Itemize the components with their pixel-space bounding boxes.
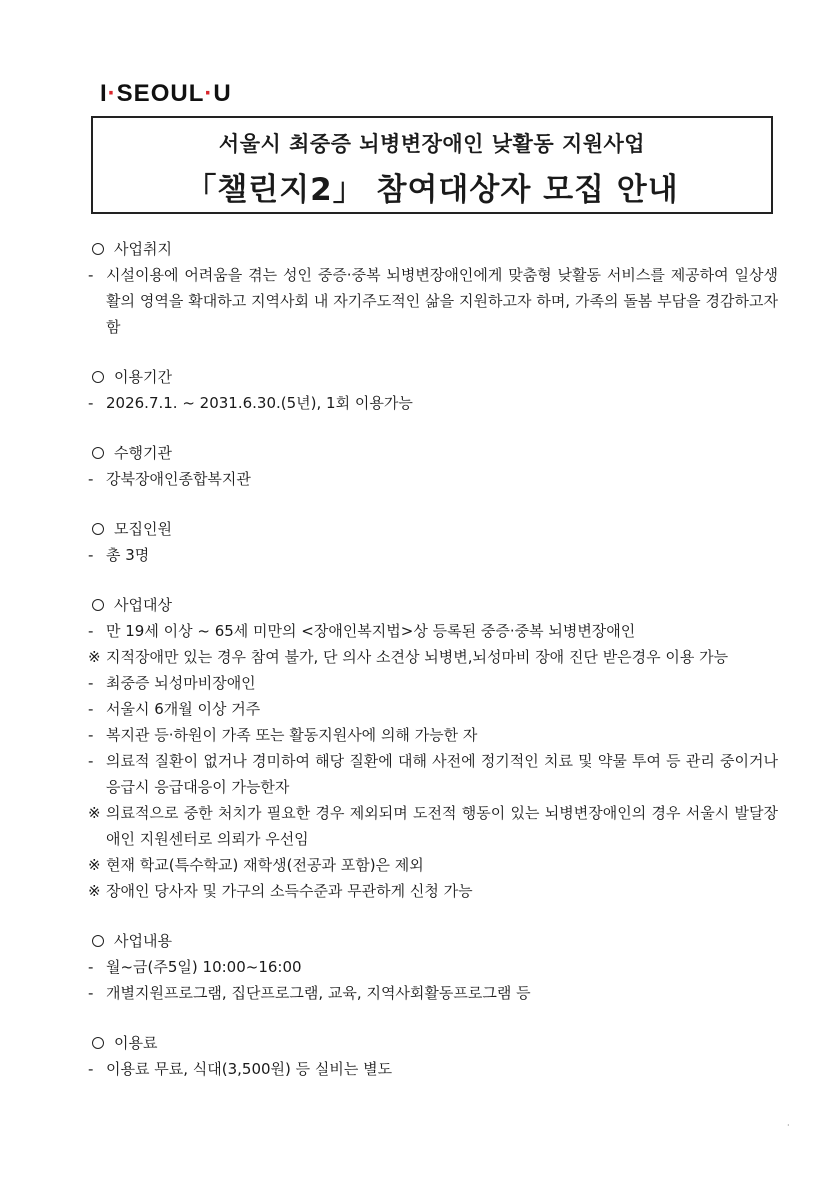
stray-mark: · (787, 1121, 790, 1130)
list-item-mark: ※ (88, 804, 101, 822)
list-item-text: 만 19세 이상 ~ 65세 미만의 <장애인복지법>상 등록된 중증·중복 뇌병변장애인 (106, 622, 636, 640)
section (88, 592, 778, 904)
section-heading (88, 364, 778, 390)
list-item-mark: - (88, 470, 94, 488)
list-item-mark: - (88, 752, 94, 770)
list-item (88, 644, 778, 670)
list-item-mark: - (88, 394, 94, 412)
list-item (88, 390, 778, 416)
logo-u: U (213, 80, 232, 107)
list-item-text: 최중증 뇌성마비장애인 (106, 674, 256, 692)
circle-bullet-icon (92, 599, 104, 611)
list-item-text: 지적장애만 있는 경우 참여 불가, 단 의사 소견상 뇌병변,뇌성마비 장애 진단 받은경우 이용 가능 (106, 648, 729, 666)
list-item-text: 장애인 당사자 및 가구의 소득수준과 무관하게 신청 가능 (106, 882, 473, 900)
section-heading-text: 이용료 (114, 1034, 158, 1052)
list-item (88, 466, 778, 492)
section-heading-text: 수행기관 (114, 444, 172, 462)
list-item-text: 강북장애인종합복지관 (106, 470, 251, 488)
section (88, 440, 778, 492)
list-item (88, 878, 778, 904)
list-item (88, 542, 778, 568)
logo-dot-2: · (204, 80, 214, 107)
circle-bullet-icon (92, 523, 104, 535)
section-heading (88, 440, 778, 466)
title-subtitle: 서울시 최중증 뇌병변장애인 낮활동 지원사업 (218, 132, 646, 156)
list-item-mark: - (88, 622, 94, 640)
list-item (88, 696, 778, 722)
list-item (88, 670, 778, 696)
section-heading (88, 236, 778, 262)
logo-i: I (100, 80, 108, 107)
circle-bullet-icon (92, 447, 104, 459)
title-box (91, 116, 773, 214)
list-item-mark: - (88, 546, 94, 564)
circle-bullet-icon (92, 1037, 104, 1049)
list-item (88, 954, 778, 980)
list-item-mark: - (88, 726, 94, 744)
circle-bullet-icon (92, 243, 104, 255)
section-heading-text: 사업대상 (114, 596, 172, 614)
section-heading-text: 사업내용 (114, 932, 172, 950)
section (88, 928, 778, 1006)
section (88, 364, 778, 416)
list-item-text: 의료적으로 중한 처치가 필요한 경우 제외되며 도전적 행동이 있는 뇌병변장애인의 경우 서울시 발달장애인 지원센터로 의뢰가 우선임 (106, 804, 778, 848)
list-item-mark: ※ (88, 648, 101, 666)
circle-bullet-icon (92, 371, 104, 383)
section (88, 516, 778, 568)
list-item (88, 852, 778, 878)
seoul-logo (100, 80, 232, 108)
section-heading-text: 모집인원 (114, 520, 172, 538)
list-item-text: 개별지원프로그램, 집단프로그램, 교육, 지역사회활동프로그램 등 (106, 984, 531, 1002)
list-item (88, 262, 778, 340)
list-item-text: 총 3명 (106, 546, 150, 564)
list-item-text: 시설이용에 어려움을 겪는 성인 중증·중복 뇌병변장애인에게 맞춤형 낮활동 서비스를 제공하여 일상생활의 영역을 확대하고 지역사회 내 자기주도적인 삶을 지원하고자 하며, 가족의 돌봄 부담을 경감하고자 함 (106, 266, 778, 336)
section (88, 236, 778, 340)
section-heading (88, 928, 778, 954)
logo-dot-1: · (107, 80, 117, 107)
notice-body (88, 236, 778, 1106)
list-item-text: 현재 학교(특수학교) 재학생(전공과 포함)은 제외 (106, 856, 424, 874)
section-heading (88, 1030, 778, 1056)
list-item-mark: ※ (88, 856, 101, 874)
list-item-mark: ※ (88, 882, 101, 900)
list-item-text: 복지관 등·하원이 가족 또는 활동지원사에 의해 가능한 자 (106, 726, 478, 744)
title-main: 「챌린지2」 참여대상자 모집 안내 (185, 172, 679, 208)
list-item-text: 이용료 무료, 식대(3,500원) 등 실비는 별도 (106, 1060, 393, 1078)
section-heading-text: 사업취지 (114, 240, 172, 258)
list-item-mark: - (88, 958, 94, 976)
list-item-text: 의료적 질환이 없거나 경미하여 해당 질환에 대해 사전에 정기적인 치료 및 약물 투여 등 관리 중이거나 응급시 응급대응이 가능한자 (106, 752, 778, 796)
list-item (88, 748, 778, 800)
list-item (88, 1056, 778, 1082)
list-item-text: 서울시 6개월 이상 거주 (106, 700, 261, 718)
list-item (88, 800, 778, 852)
list-item-mark: - (88, 1060, 94, 1078)
list-item (88, 722, 778, 748)
section-heading (88, 592, 778, 618)
section-heading (88, 516, 778, 542)
list-item-mark: - (88, 984, 94, 1002)
list-item (88, 980, 778, 1006)
list-item-mark: - (88, 266, 94, 284)
list-item-mark: - (88, 674, 94, 692)
circle-bullet-icon (92, 935, 104, 947)
list-item-text: 월~금(주5일) 10:00~16:00 (106, 958, 302, 976)
list-item-text: 2026.7.1. ~ 2031.6.30.(5년), 1회 이용가능 (106, 394, 413, 412)
section (88, 1030, 778, 1082)
list-item-mark: - (88, 700, 94, 718)
list-item (88, 618, 778, 644)
logo-seoul: SEOUL (116, 80, 205, 107)
section-heading-text: 이용기간 (114, 368, 172, 386)
